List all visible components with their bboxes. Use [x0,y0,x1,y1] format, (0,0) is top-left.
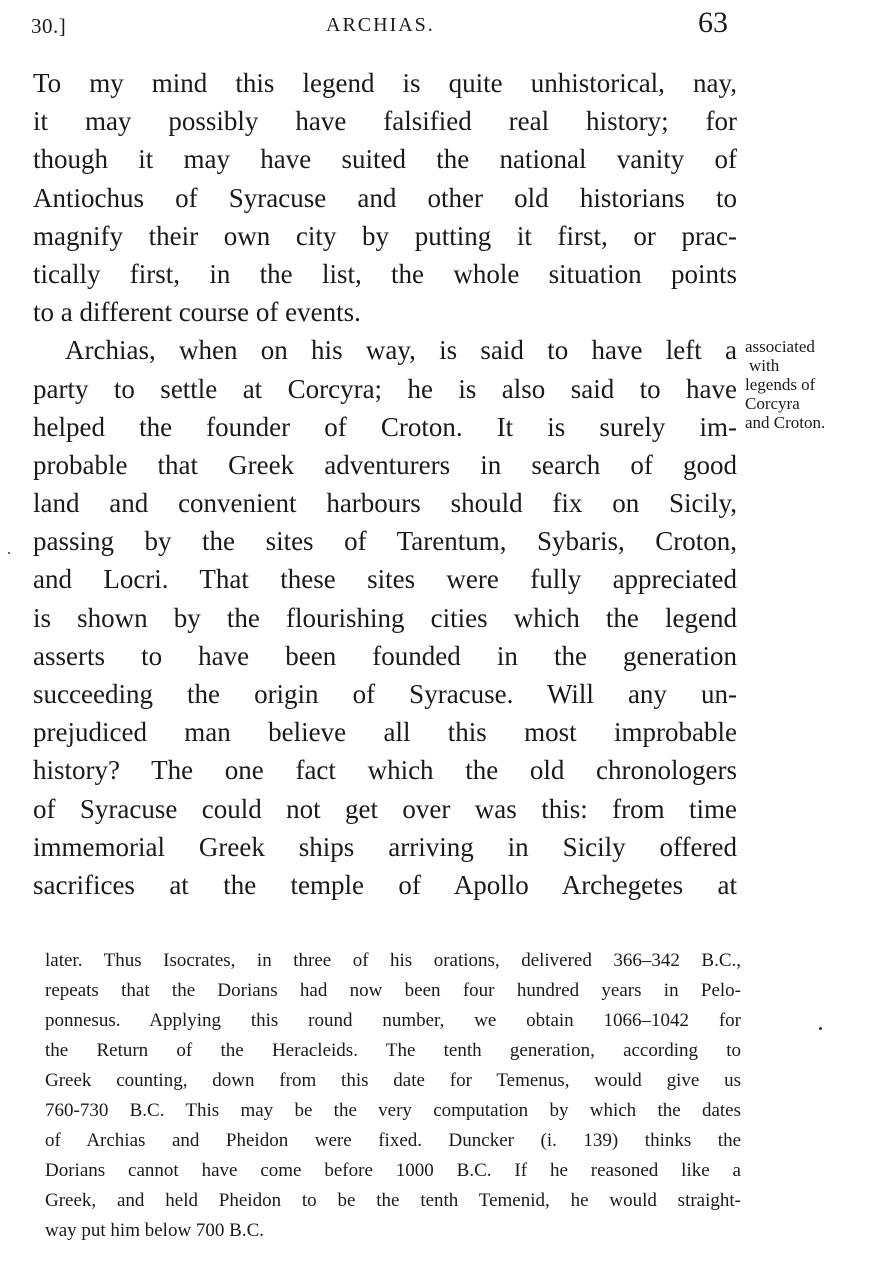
text-line: land and convenient harbours should fix on Sicily, [33,488,737,519]
text-line: and Locri. That these sites were fully appreciated [33,564,737,595]
main-text [33,64,737,904]
footnote-line: Greek, and held Pheidon to be the tenth Temenid, he would straight- [45,1190,741,1211]
text-line: passing by the sites of Tarentum, Sybaris, Croton, [33,526,737,557]
text-line: prejudiced man believe all this most improbable [33,717,737,748]
text-line: Archias, when on his way, is said to have left a [65,335,737,366]
margin-note [745,337,870,432]
text-line: magnify their own city by putting it first, or prac- [33,220,737,251]
footnote-line: the Return of the Heracleids. The tenth generation, according to [45,1040,741,1061]
margin-note-line: associated [745,337,815,356]
text-line: tically first, in the list, the whole situation points [33,258,737,289]
running-header [0,6,874,46]
running-title: ARCHIAS. [326,14,435,36]
text-line: asserts to have been founded in the generation [33,640,737,671]
margin-note-line: Corcyra [745,394,800,413]
text-line: of Syracuse could not get over was this: from time [33,793,737,824]
section-number: 30.] [31,14,67,38]
text-line: party to settle at Corcyra; he is also said to have [33,373,737,404]
text-line: Antiochus of Syracuse and other old historians to [33,182,737,213]
text-line: sacrifices at the temple of Apollo Archegetes at [33,869,737,900]
page-number: 63 [698,6,728,39]
text-line: succeeding the origin of Syracuse. Will any un- [33,679,737,709]
footnote-line: way put him below 700 B.C. [45,1220,265,1241]
print-speck [8,552,10,554]
footnote-line: of Archias and Pheidon were fixed. Duncker (i. 139) thinks the [45,1130,741,1151]
footnote-line: repeats that the Dorians had now been four hundred years in Pelo- [45,980,741,1001]
print-speck [819,1027,822,1030]
margin-note-line: with [749,356,780,375]
text-line: To my mind this legend is quite unhistorical, nay, [33,68,737,98]
text-line: immemorial Greek ships arriving in Sicily offered [33,831,737,862]
footnote-line: 760-730 B.C. This may be the very computation by which the dates [45,1100,741,1121]
text-line: helped the founder of Croton. It is surely im- [33,411,737,442]
text-line: history? The one fact which the old chronologers [33,755,737,786]
footnote-line: Dorians cannot have come before 1000 B.C. If he reasoned like a [45,1160,741,1181]
text-line: probable that Greek adventurers in search of good [33,449,737,480]
text-line: is shown by the flourishing cities which the legend [33,602,737,633]
margin-note-line: and Croton. [745,413,826,432]
text-line: to a different course of events. [33,297,361,328]
footnote-line: ponnesus. Applying this round number, we obtain 1066–1042 for [45,1010,741,1031]
footnote-line: Greek counting, down from this date for Temenus, would give us [45,1070,741,1091]
text-line: though it may have suited the national vanity of [33,144,737,175]
text-line: it may possibly have falsified real history; for [33,106,737,137]
margin-note-line: legends of [745,375,816,394]
footnote [45,946,741,1246]
footnote-line: later. Thus Isocrates, in three of his orations, delivered 366–342 B.C., [45,950,741,971]
